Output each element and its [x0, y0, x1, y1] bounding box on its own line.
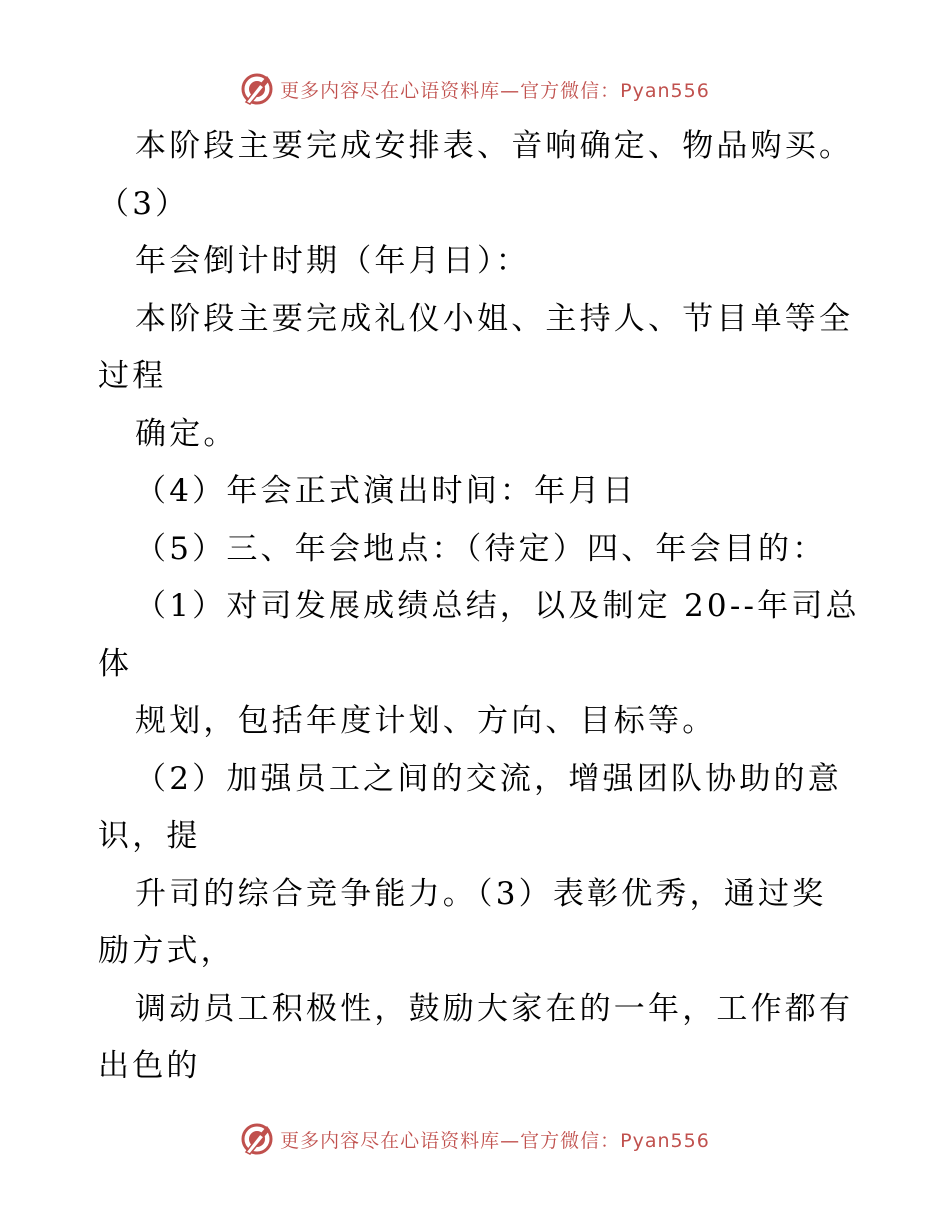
text-line: 调动员工积极性，鼓励大家在的一年，工作都有: [135, 990, 854, 1027]
text-line: （1）对司发展成绩总结，以及制定 20--年司总: [135, 588, 860, 624]
text-line: （5）三、年会地点：（待定）四、年会目的：: [135, 530, 827, 567]
text-line: 体: [98, 645, 133, 682]
pen-logo-icon: [240, 72, 274, 106]
watermark-text: 更多内容尽在心语资料库—官方微信：Pyan556: [280, 1129, 710, 1152]
text-line: 出色的: [98, 1048, 201, 1084]
text-line: 励方式，: [98, 933, 235, 969]
text-line: （4）年会正式演出时间：年月日: [135, 473, 637, 509]
text-line: 过程: [98, 358, 167, 394]
text-line: （2）加强员工之间的交流，增强团队协助的意: [135, 760, 842, 797]
text-line: 本阶段主要完成安排表、音响确定、物品购买。: [135, 128, 854, 164]
text-line: 识，提: [98, 818, 201, 854]
text-line: 年会倒计时期（年月日）：: [135, 243, 530, 279]
text-line: 本阶段主要完成礼仪小姐、主持人、节目单等全: [135, 300, 854, 337]
document-body: [98, 118, 858, 1096]
text-line: 确定。: [135, 415, 238, 452]
text-line: 规划，包括年度计划、方向、目标等。: [135, 703, 717, 739]
text-line: （3）: [98, 185, 190, 222]
text-line: 升司的综合竞争能力。（3）表彰优秀，通过奖: [135, 875, 827, 912]
header-watermark: [0, 72, 950, 106]
footer-watermark: [0, 1122, 950, 1156]
pen-logo-icon: [240, 1122, 274, 1156]
watermark-text: 更多内容尽在心语资料库—官方微信：Pyan556: [280, 79, 710, 102]
